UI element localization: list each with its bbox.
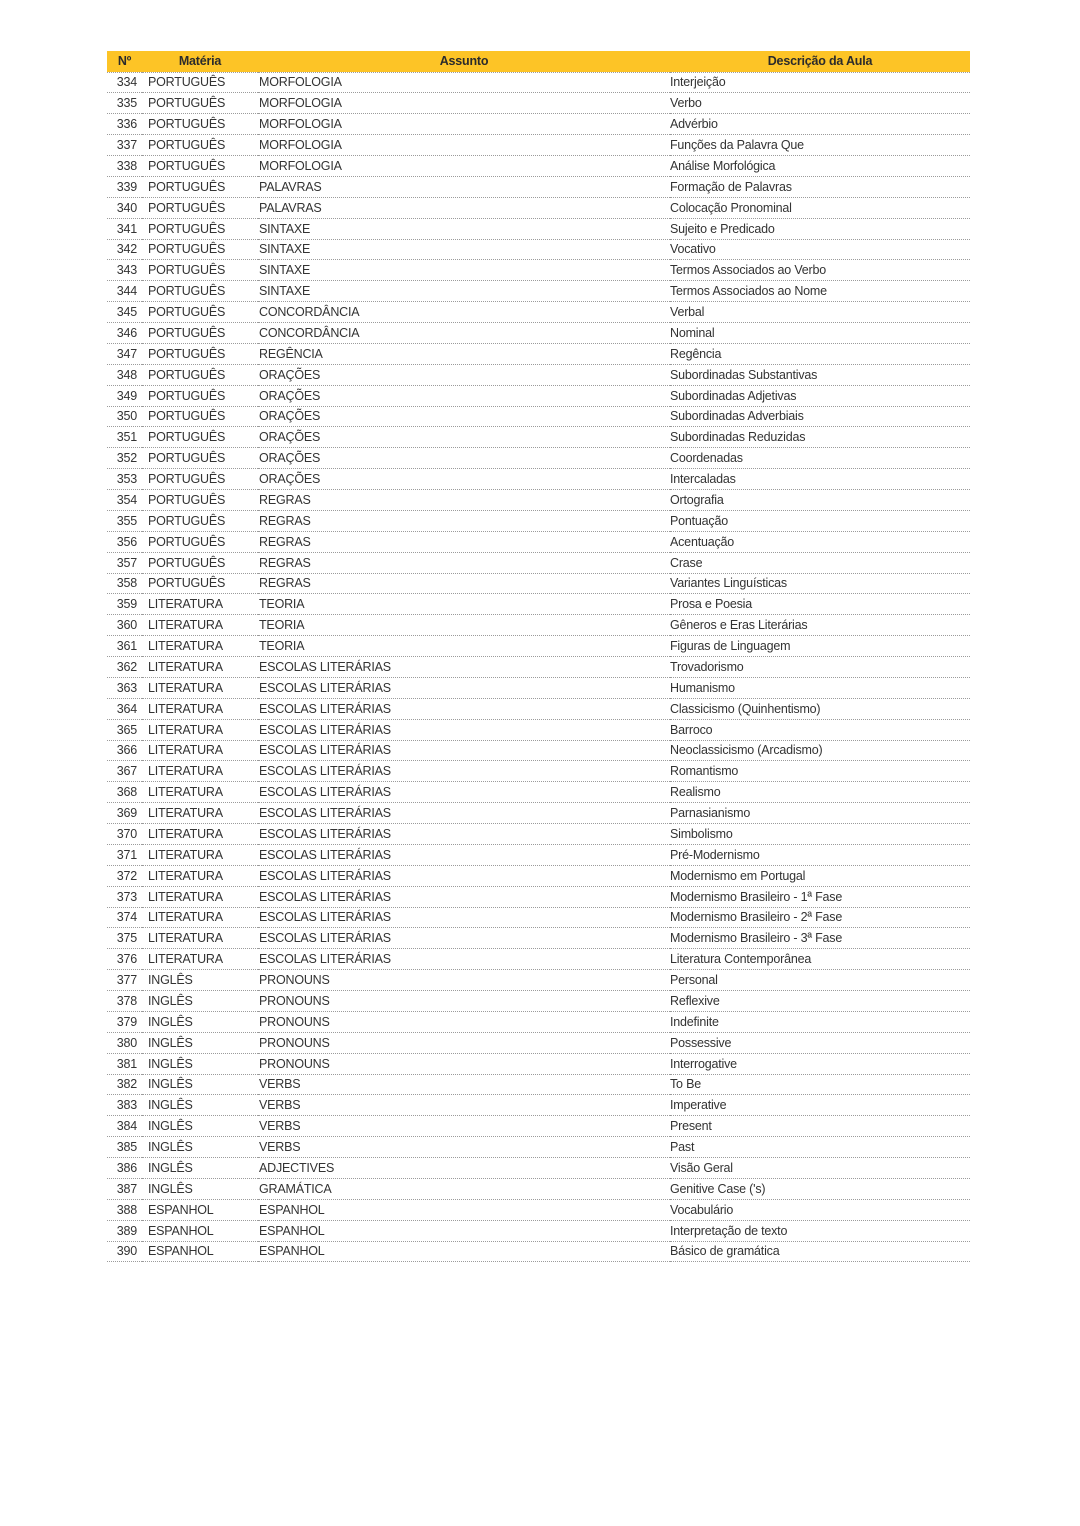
cell-descricao: Imperative [670, 1095, 970, 1116]
cell-numero: 369 [107, 803, 142, 824]
cell-assunto: ESCOLAS LITERÁRIAS [258, 907, 670, 928]
cell-descricao: Present [670, 1116, 970, 1137]
cell-materia: LITERATURA [142, 949, 258, 970]
cell-numero: 339 [107, 176, 142, 197]
cell-descricao: Ortografia [670, 490, 970, 511]
cell-materia: LITERATURA [142, 719, 258, 740]
cell-numero: 354 [107, 490, 142, 511]
cell-materia: PORTUGUÊS [142, 197, 258, 218]
cell-materia: INGLÊS [142, 1053, 258, 1074]
cell-assunto: CONCORDÂNCIA [258, 323, 670, 344]
table-row [107, 281, 970, 302]
cell-materia: PORTUGUÊS [142, 93, 258, 114]
cell-materia: ESPANHOL [142, 1199, 258, 1220]
cell-descricao: Formação de Palavras [670, 176, 970, 197]
cell-numero: 351 [107, 427, 142, 448]
cell-numero: 357 [107, 552, 142, 573]
table-row [107, 260, 970, 281]
lesson-list-page [107, 51, 970, 1262]
table-row [107, 176, 970, 197]
cell-materia: PORTUGUÊS [142, 552, 258, 573]
table-row [107, 135, 970, 156]
cell-numero: 365 [107, 719, 142, 740]
cell-descricao: Verbal [670, 302, 970, 323]
cell-descricao: Subordinadas Substantivas [670, 364, 970, 385]
cell-assunto: ORAÇÕES [258, 448, 670, 469]
cell-materia: PORTUGUÊS [142, 343, 258, 364]
cell-numero: 383 [107, 1095, 142, 1116]
cell-descricao: Modernismo Brasileiro - 3ª Fase [670, 928, 970, 949]
cell-numero: 360 [107, 615, 142, 636]
table-row [107, 1158, 970, 1179]
table-row [107, 865, 970, 886]
cell-materia: LITERATURA [142, 615, 258, 636]
cell-assunto: ESCOLAS LITERÁRIAS [258, 719, 670, 740]
table-row [107, 323, 970, 344]
table-row [107, 343, 970, 364]
cell-descricao: Interpretação de texto [670, 1220, 970, 1241]
cell-materia: LITERATURA [142, 636, 258, 657]
cell-assunto: SINTAXE [258, 260, 670, 281]
cell-assunto: REGRAS [258, 552, 670, 573]
cell-materia: PORTUGUÊS [142, 364, 258, 385]
cell-descricao: To Be [670, 1074, 970, 1095]
cell-numero: 377 [107, 970, 142, 991]
table-row [107, 531, 970, 552]
cell-materia: INGLÊS [142, 1095, 258, 1116]
cell-assunto: VERBS [258, 1074, 670, 1095]
cell-descricao: Acentuação [670, 531, 970, 552]
cell-assunto: ESCOLAS LITERÁRIAS [258, 844, 670, 865]
cell-materia: LITERATURA [142, 677, 258, 698]
table-row [107, 594, 970, 615]
cell-numero: 343 [107, 260, 142, 281]
cell-assunto: ORAÇÕES [258, 385, 670, 406]
table-row [107, 740, 970, 761]
cell-assunto: ESCOLAS LITERÁRIAS [258, 782, 670, 803]
cell-assunto: ESCOLAS LITERÁRIAS [258, 928, 670, 949]
table-row [107, 698, 970, 719]
cell-assunto: ADJECTIVES [258, 1158, 670, 1179]
cell-descricao: Interrogative [670, 1053, 970, 1074]
cell-numero: 336 [107, 114, 142, 135]
column-header-assunto: Assunto [258, 51, 670, 72]
cell-materia: PORTUGUÊS [142, 239, 258, 260]
cell-numero: 378 [107, 991, 142, 1012]
cell-materia: PORTUGUÊS [142, 385, 258, 406]
cell-numero: 355 [107, 510, 142, 531]
cell-assunto: PRONOUNS [258, 970, 670, 991]
cell-materia: INGLÊS [142, 1032, 258, 1053]
cell-descricao: Neoclassicismo (Arcadismo) [670, 740, 970, 761]
cell-descricao: Subordinadas Adverbiais [670, 406, 970, 427]
cell-assunto: REGRAS [258, 510, 670, 531]
cell-numero: 358 [107, 573, 142, 594]
cell-descricao: Coordenadas [670, 448, 970, 469]
cell-assunto: PALAVRAS [258, 197, 670, 218]
table-row [107, 803, 970, 824]
cell-descricao: Nominal [670, 323, 970, 344]
cell-descricao: Pontuação [670, 510, 970, 531]
cell-descricao: Realismo [670, 782, 970, 803]
table-row [107, 364, 970, 385]
table-row [107, 93, 970, 114]
cell-materia: PORTUGUÊS [142, 469, 258, 490]
cell-assunto: ESCOLAS LITERÁRIAS [258, 949, 670, 970]
table-row [107, 1178, 970, 1199]
cell-descricao: Visão Geral [670, 1158, 970, 1179]
table-row [107, 677, 970, 698]
cell-assunto: ESPANHOL [258, 1220, 670, 1241]
cell-materia: LITERATURA [142, 803, 258, 824]
cell-assunto: ESCOLAS LITERÁRIAS [258, 865, 670, 886]
cell-descricao: Funções da Palavra Que [670, 135, 970, 156]
cell-numero: 344 [107, 281, 142, 302]
cell-assunto: ESPANHOL [258, 1199, 670, 1220]
cell-materia: PORTUGUÊS [142, 156, 258, 177]
cell-descricao: Regência [670, 343, 970, 364]
table-row [107, 844, 970, 865]
cell-numero: 364 [107, 698, 142, 719]
table-row [107, 824, 970, 845]
cell-assunto: ESCOLAS LITERÁRIAS [258, 698, 670, 719]
cell-materia: LITERATURA [142, 740, 258, 761]
table-row [107, 197, 970, 218]
cell-numero: 390 [107, 1241, 142, 1262]
cell-numero: 342 [107, 239, 142, 260]
cell-numero: 334 [107, 72, 142, 93]
cell-assunto: SINTAXE [258, 218, 670, 239]
table-row [107, 761, 970, 782]
cell-descricao: Romantismo [670, 761, 970, 782]
cell-numero: 338 [107, 156, 142, 177]
table-row [107, 970, 970, 991]
cell-numero: 371 [107, 844, 142, 865]
cell-numero: 337 [107, 135, 142, 156]
table-row [107, 239, 970, 260]
cell-numero: 370 [107, 824, 142, 845]
cell-materia: ESPANHOL [142, 1241, 258, 1262]
cell-assunto: REGRAS [258, 531, 670, 552]
cell-assunto: MORFOLOGIA [258, 93, 670, 114]
cell-assunto: REGRAS [258, 490, 670, 511]
cell-materia: INGLÊS [142, 991, 258, 1012]
cell-assunto: TEORIA [258, 615, 670, 636]
cell-numero: 352 [107, 448, 142, 469]
cell-materia: INGLÊS [142, 1074, 258, 1095]
cell-materia: LITERATURA [142, 844, 258, 865]
cell-assunto: ESCOLAS LITERÁRIAS [258, 886, 670, 907]
cell-materia: INGLÊS [142, 1137, 258, 1158]
cell-numero: 374 [107, 907, 142, 928]
cell-assunto: TEORIA [258, 594, 670, 615]
cell-materia: INGLÊS [142, 970, 258, 991]
table-row [107, 302, 970, 323]
cell-descricao: Colocação Pronominal [670, 197, 970, 218]
table-row [107, 385, 970, 406]
cell-numero: 372 [107, 865, 142, 886]
cell-assunto: ORAÇÕES [258, 469, 670, 490]
table-row [107, 615, 970, 636]
cell-materia: INGLÊS [142, 1158, 258, 1179]
table-row [107, 156, 970, 177]
table-row [107, 1199, 970, 1220]
column-header-materia: Matéria [142, 51, 258, 72]
cell-descricao: Advérbio [670, 114, 970, 135]
table-row [107, 657, 970, 678]
cell-materia: PORTUGUÊS [142, 176, 258, 197]
cell-materia: LITERATURA [142, 865, 258, 886]
table-header [107, 51, 970, 72]
cell-materia: PORTUGUÊS [142, 531, 258, 552]
cell-descricao: Termos Associados ao Verbo [670, 260, 970, 281]
cell-numero: 340 [107, 197, 142, 218]
table-row [107, 991, 970, 1012]
cell-materia: ESPANHOL [142, 1220, 258, 1241]
cell-materia: INGLÊS [142, 1011, 258, 1032]
table-row [107, 552, 970, 573]
cell-assunto: REGÊNCIA [258, 343, 670, 364]
cell-materia: PORTUGUÊS [142, 573, 258, 594]
table-row [107, 114, 970, 135]
cell-assunto: PRONOUNS [258, 1011, 670, 1032]
cell-descricao: Subordinadas Reduzidas [670, 427, 970, 448]
cell-numero: 385 [107, 1137, 142, 1158]
cell-assunto: MORFOLOGIA [258, 72, 670, 93]
cell-materia: PORTUGUÊS [142, 302, 258, 323]
cell-numero: 346 [107, 323, 142, 344]
cell-numero: 376 [107, 949, 142, 970]
cell-materia: LITERATURA [142, 782, 258, 803]
cell-assunto: VERBS [258, 1095, 670, 1116]
cell-descricao: Básico de gramática [670, 1241, 970, 1262]
cell-assunto: PALAVRAS [258, 176, 670, 197]
cell-materia: PORTUGUÊS [142, 323, 258, 344]
cell-assunto: MORFOLOGIA [258, 114, 670, 135]
cell-numero: 382 [107, 1074, 142, 1095]
table-row [107, 1241, 970, 1262]
header-row [107, 51, 970, 72]
cell-descricao: Reflexive [670, 991, 970, 1012]
table-row [107, 719, 970, 740]
cell-assunto: VERBS [258, 1116, 670, 1137]
cell-materia: LITERATURA [142, 698, 258, 719]
cell-numero: 387 [107, 1178, 142, 1199]
table-row [107, 469, 970, 490]
cell-descricao: Simbolismo [670, 824, 970, 845]
table-row [107, 406, 970, 427]
cell-descricao: Vocabulário [670, 1199, 970, 1220]
table-body [107, 72, 970, 1262]
table-row [107, 573, 970, 594]
cell-assunto: PRONOUNS [258, 1032, 670, 1053]
cell-numero: 368 [107, 782, 142, 803]
cell-numero: 335 [107, 93, 142, 114]
cell-numero: 386 [107, 1158, 142, 1179]
cell-assunto: ESCOLAS LITERÁRIAS [258, 657, 670, 678]
cell-descricao: Vocativo [670, 239, 970, 260]
cell-assunto: ORAÇÕES [258, 364, 670, 385]
cell-materia: LITERATURA [142, 824, 258, 845]
cell-materia: PORTUGUÊS [142, 448, 258, 469]
table-row [107, 1137, 970, 1158]
cell-numero: 350 [107, 406, 142, 427]
table-row [107, 1116, 970, 1137]
cell-descricao: Possessive [670, 1032, 970, 1053]
cell-descricao: Crase [670, 552, 970, 573]
column-header-numero: Nº [107, 51, 142, 72]
table-row [107, 72, 970, 93]
cell-numero: 348 [107, 364, 142, 385]
table-row [107, 907, 970, 928]
cell-descricao: Humanismo [670, 677, 970, 698]
table-row [107, 427, 970, 448]
cell-descricao: Modernismo Brasileiro - 1ª Fase [670, 886, 970, 907]
cell-descricao: Gêneros e Eras Literárias [670, 615, 970, 636]
cell-assunto: MORFOLOGIA [258, 135, 670, 156]
cell-numero: 380 [107, 1032, 142, 1053]
cell-assunto: ESCOLAS LITERÁRIAS [258, 824, 670, 845]
cell-numero: 388 [107, 1199, 142, 1220]
cell-descricao: Genitive Case ('s) [670, 1178, 970, 1199]
cell-materia: INGLÊS [142, 1178, 258, 1199]
cell-materia: INGLÊS [142, 1116, 258, 1137]
cell-descricao: Modernismo Brasileiro - 2ª Fase [670, 907, 970, 928]
cell-materia: PORTUGUÊS [142, 135, 258, 156]
table-row [107, 490, 970, 511]
cell-materia: PORTUGUÊS [142, 427, 258, 448]
cell-descricao: Classicismo (Quinhentismo) [670, 698, 970, 719]
cell-assunto: VERBS [258, 1137, 670, 1158]
table-row [107, 1011, 970, 1032]
cell-descricao: Modernismo em Portugal [670, 865, 970, 886]
cell-assunto: CONCORDÂNCIA [258, 302, 670, 323]
cell-descricao: Figuras de Linguagem [670, 636, 970, 657]
cell-assunto: PRONOUNS [258, 991, 670, 1012]
cell-descricao: Personal [670, 970, 970, 991]
cell-numero: 361 [107, 636, 142, 657]
column-header-descricao: Descrição da Aula [670, 51, 970, 72]
cell-numero: 367 [107, 761, 142, 782]
cell-materia: LITERATURA [142, 886, 258, 907]
table-row [107, 1053, 970, 1074]
cell-materia: PORTUGUÊS [142, 260, 258, 281]
cell-materia: PORTUGUÊS [142, 281, 258, 302]
cell-numero: 341 [107, 218, 142, 239]
cell-numero: 353 [107, 469, 142, 490]
table-row [107, 218, 970, 239]
cell-materia: PORTUGUÊS [142, 490, 258, 511]
cell-descricao: Past [670, 1137, 970, 1158]
cell-descricao: Trovadorismo [670, 657, 970, 678]
cell-descricao: Subordinadas Adjetivas [670, 385, 970, 406]
table-row [107, 1074, 970, 1095]
cell-descricao: Intercaladas [670, 469, 970, 490]
cell-assunto: PRONOUNS [258, 1053, 670, 1074]
table-row [107, 928, 970, 949]
cell-descricao: Sujeito e Predicado [670, 218, 970, 239]
cell-numero: 359 [107, 594, 142, 615]
cell-descricao: Parnasianismo [670, 803, 970, 824]
cell-materia: LITERATURA [142, 761, 258, 782]
table-row [107, 1032, 970, 1053]
cell-assunto: ESCOLAS LITERÁRIAS [258, 677, 670, 698]
cell-materia: LITERATURA [142, 657, 258, 678]
cell-assunto: ESCOLAS LITERÁRIAS [258, 761, 670, 782]
table-row [107, 782, 970, 803]
cell-materia: PORTUGUÊS [142, 218, 258, 239]
cell-assunto: MORFOLOGIA [258, 156, 670, 177]
table-row [107, 949, 970, 970]
table-row [107, 510, 970, 531]
cell-assunto: TEORIA [258, 636, 670, 657]
cell-numero: 345 [107, 302, 142, 323]
cell-numero: 373 [107, 886, 142, 907]
cell-descricao: Barroco [670, 719, 970, 740]
cell-descricao: Literatura Contemporânea [670, 949, 970, 970]
cell-assunto: ORAÇÕES [258, 427, 670, 448]
cell-numero: 356 [107, 531, 142, 552]
cell-assunto: ESCOLAS LITERÁRIAS [258, 740, 670, 761]
cell-descricao: Interjeição [670, 72, 970, 93]
table-row [107, 448, 970, 469]
cell-descricao: Verbo [670, 93, 970, 114]
table-row [107, 1220, 970, 1241]
cell-numero: 384 [107, 1116, 142, 1137]
cell-assunto: GRAMÁTICA [258, 1178, 670, 1199]
cell-materia: LITERATURA [142, 594, 258, 615]
cell-descricao: Indefinite [670, 1011, 970, 1032]
cell-numero: 347 [107, 343, 142, 364]
table-row [107, 1095, 970, 1116]
cell-descricao: Variantes Linguísticas [670, 573, 970, 594]
cell-numero: 375 [107, 928, 142, 949]
cell-numero: 366 [107, 740, 142, 761]
cell-numero: 362 [107, 657, 142, 678]
table-row [107, 886, 970, 907]
cell-materia: PORTUGUÊS [142, 510, 258, 531]
cell-assunto: ORAÇÕES [258, 406, 670, 427]
cell-materia: PORTUGUÊS [142, 114, 258, 135]
cell-numero: 363 [107, 677, 142, 698]
cell-materia: LITERATURA [142, 907, 258, 928]
cell-materia: LITERATURA [142, 928, 258, 949]
cell-descricao: Pré-Modernismo [670, 844, 970, 865]
cell-assunto: SINTAXE [258, 281, 670, 302]
cell-materia: PORTUGUÊS [142, 72, 258, 93]
table-row [107, 636, 970, 657]
cell-numero: 389 [107, 1220, 142, 1241]
cell-numero: 381 [107, 1053, 142, 1074]
cell-assunto: SINTAXE [258, 239, 670, 260]
cell-numero: 379 [107, 1011, 142, 1032]
cell-descricao: Termos Associados ao Nome [670, 281, 970, 302]
cell-materia: PORTUGUÊS [142, 406, 258, 427]
cell-assunto: REGRAS [258, 573, 670, 594]
cell-numero: 349 [107, 385, 142, 406]
cell-assunto: ESPANHOL [258, 1241, 670, 1262]
cell-descricao: Prosa e Poesia [670, 594, 970, 615]
cell-assunto: ESCOLAS LITERÁRIAS [258, 803, 670, 824]
cell-descricao: Análise Morfológica [670, 156, 970, 177]
lesson-table [107, 51, 970, 1262]
